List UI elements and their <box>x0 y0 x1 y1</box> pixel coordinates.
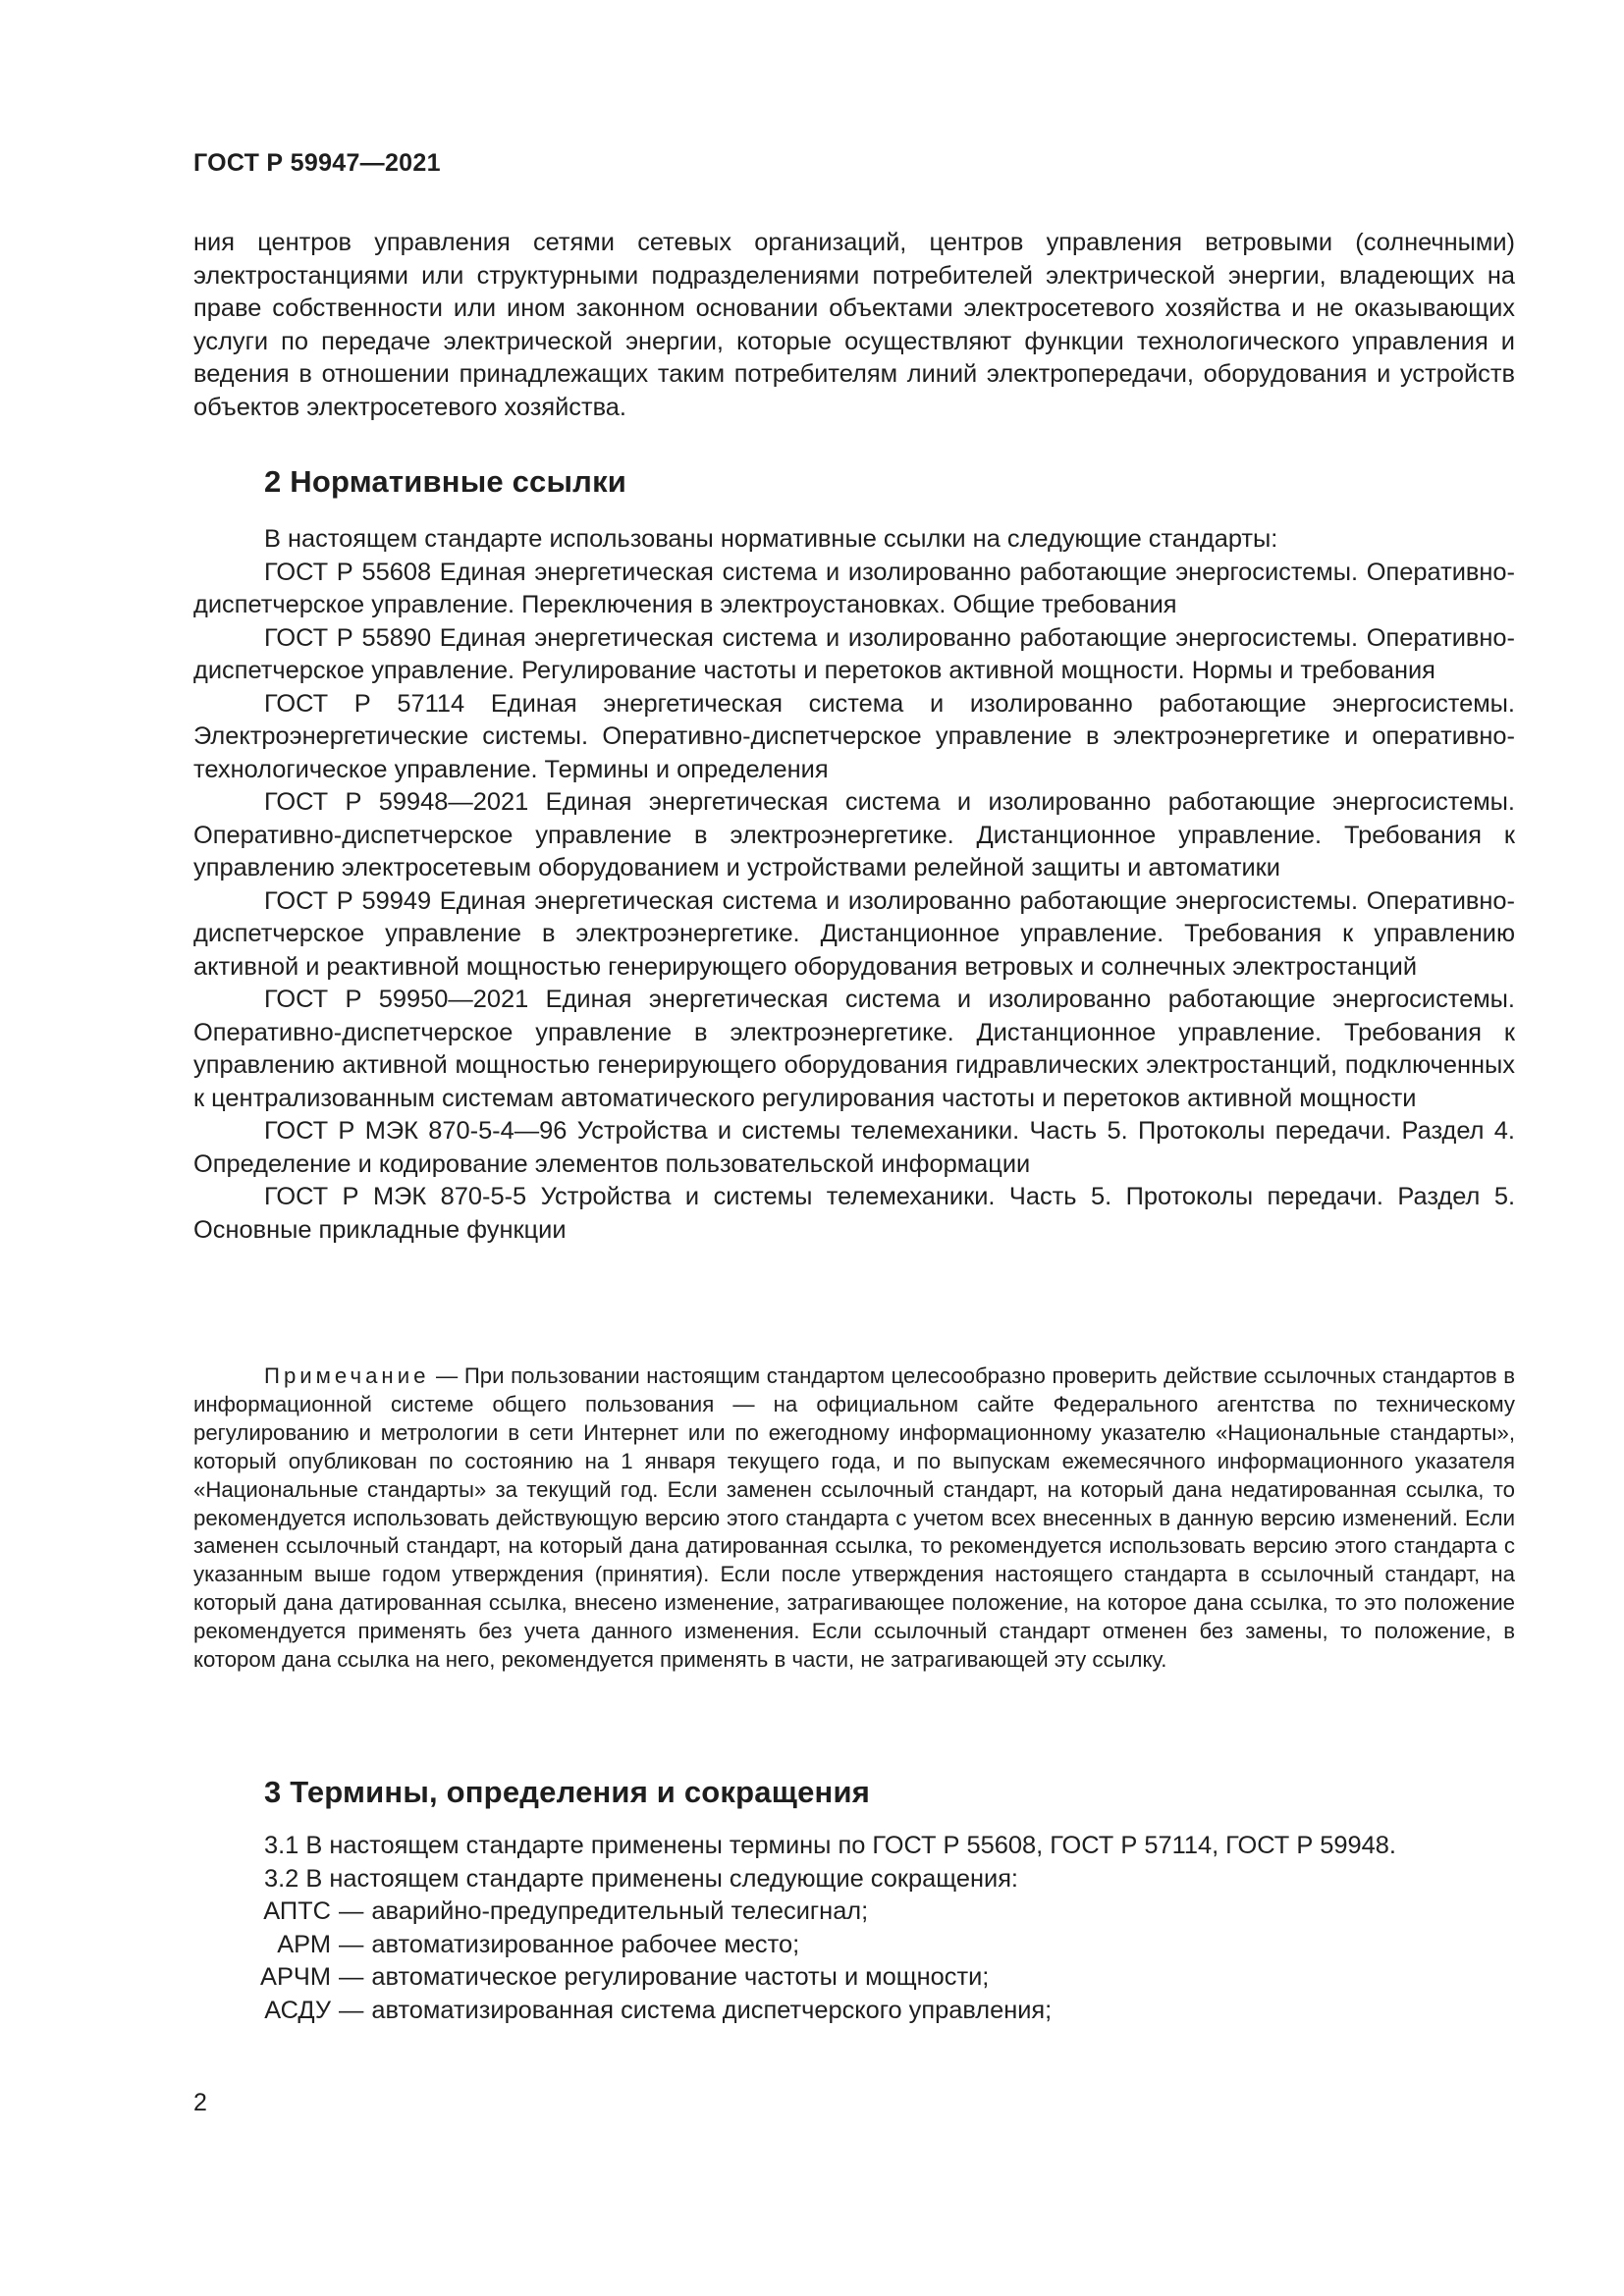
abbreviation-row <box>193 1929 1515 1962</box>
abbreviation-row <box>193 1896 1515 1929</box>
abbreviation-dash: — <box>339 1897 364 1925</box>
section-3-heading: 3 Термины, определения и сокращения <box>264 1775 870 1809</box>
section-3-text <box>193 1830 1515 1896</box>
abbreviation-definition: автоматизированное рабочее место; <box>371 1930 800 1958</box>
abbreviation-term: АРМ <box>277 1930 331 1958</box>
page-number: 2 <box>193 2089 207 2116</box>
abbreviation-row <box>193 1961 1515 1995</box>
section-2-references <box>193 523 1515 1247</box>
section-2-heading: 2 Нормативные ссылки <box>264 464 627 499</box>
abbreviation-term: АСДУ <box>264 1996 331 2024</box>
note-paragraph <box>193 1362 1515 1675</box>
reference-item: ГОСТ Р МЭК 870-5-5 Устройства и системы телемеханики. Часть 5. Протоколы передачи. Раздел 5. Основные прикладные функции <box>193 1183 1515 1244</box>
reference-intro: В настоящем стандарте использованы нормативные ссылки на следующие стандарты: <box>264 525 1278 553</box>
abbreviation-dash: — <box>339 1930 364 1958</box>
note-text: — При пользовании настоящим стандартом целесообразно проверить действие ссылочных стандартов в информационной системе общего пользования — на официальном сайте Федерального агентства по техническому регулированию и метрологии в сети Интернет или по ежегодному информационному указателю «Национальные стандарты», который опубликован по состоянию на 1 января текущего года, и по выпускам ежемесячного информационного указателя «Национальные стандарты» за текущий год. Если заменен ссылочный стандарт, на который дана недатированная ссылка, то рекомендуется использовать действующую версию этого стандарта с учетом всех внесенных в данную версию изменений. Если заменен ссылочный стандарт, на который дана датированная ссылка, то рекомендуется использовать версию этого стандарта с указанным выше годом утверждения (принятия). Если после утверждения настоящего стандарта в ссылочный стандарт, на который дана датированная ссылка, внесено изменение, затрагивающее положение, на которое дана ссылка, то это положение рекомендуется применять без учета данного изменения. Если ссылочный стандарт отменен без замены, то положение, в котором дана ссылка на него, рекомендуется применять в части, не затрагивающей эту ссылку. <box>193 1363 1515 1673</box>
clause-3-1: 3.1 В настоящем стандарте применены термины по ГОСТ Р 55608, ГОСТ Р 57114, ГОСТ Р 59948. <box>264 1832 1396 1859</box>
reference-item: ГОСТ Р 59950—2021 Единая энергетическая система и изолированно работающие энергосистемы. Оперативно-диспетчерское управление в электроэнергетике. Дистанционное управление. Требования к управлению активной мощностью генерирующего оборудования гидравлических электростанций, подключенных к централизованным системам автоматического регулирования частоты и перетоков активной мощности <box>193 986 1515 1112</box>
note-label: Примечание <box>264 1363 430 1388</box>
clause-3-2: 3.2 В настоящем стандарте применены следующие сокращения: <box>264 1864 1018 1893</box>
abbreviation-row <box>193 1995 1515 2028</box>
section-2-note <box>193 1362 1515 1675</box>
abbreviation-term: АРЧМ <box>260 1963 331 1991</box>
reference-item: ГОСТ Р 59949 Единая энергетическая система и изолированно работающие энергосистемы. Оперативно-диспетчерское управление в электроэнергетике. Дистанционное управление. Требования к управлению активной и реактивной мощностью генерирующего оборудования ветровых и солнечных электростанций <box>193 886 1515 981</box>
abbreviation-dash: — <box>339 1963 364 1991</box>
intro-text <box>193 227 1515 424</box>
reference-item: ГОСТ Р 55608 Единая энергетическая система и изолированно работающие энергосистемы. Оперативно-диспетчерское управление. Переключения в электроустановках. Общие требования <box>193 558 1515 618</box>
reference-item: ГОСТ Р 59948—2021 Единая энергетическая система и изолированно работающие энергосистемы. Оперативно-диспетчерское управление в электроэнергетике. Дистанционное управление. Требования к управлению электросетевым оборудованием и устройствами релейной защиты и автоматики <box>193 788 1515 881</box>
abbreviation-dash: — <box>339 1996 364 2024</box>
document-code: ГОСТ Р 59947—2021 <box>193 149 441 177</box>
abbreviation-definition: автоматическое регулирование частоты и мощности; <box>371 1963 990 1991</box>
abbreviation-term: АПТС <box>263 1897 331 1925</box>
abbreviation-definition: автоматизированная система диспетчерского управления; <box>371 1996 1053 2024</box>
reference-item: ГОСТ Р 57114 Единая энергетическая система и изолированно работающие энергосистемы. Электроэнергетические системы. Оперативно-диспетчерское управление в электроэнергетике и оперативно-технологическое управление. Термины и определения <box>193 689 1515 783</box>
abbreviation-list <box>193 1896 1515 2027</box>
reference-item: ГОСТ Р МЭК 870-5-4—96 Устройства и системы телемеханики. Часть 5. Протоколы передачи. Раздел 4. Определение и кодирование элементов пользовательской информации <box>193 1117 1515 1178</box>
reference-item: ГОСТ Р 55890 Единая энергетическая система и изолированно работающие энергосистемы. Оперативно-диспетчерское управление. Регулирование частоты и перетоков активной мощности. Нормы и требования <box>193 623 1515 684</box>
abbreviation-definition: аварийно-предупредительный телесигнал; <box>371 1897 869 1925</box>
intro-paragraph: ния центров управления сетями сетевых организаций, центров управления ветровыми (солнечными) электростанциями или структурными подразделениями потребителей электрической энергии, владеющих на праве собственности или ином законном основании объектами электросетевого хозяйства и не оказывающих услуги по передаче электрической энергии, которые осуществляют функции технологического управления и ведения в отношении принадлежащих таким потребителям линий электропередачи, оборудования и устройств объектов электросетевого хозяйства. <box>193 229 1515 421</box>
